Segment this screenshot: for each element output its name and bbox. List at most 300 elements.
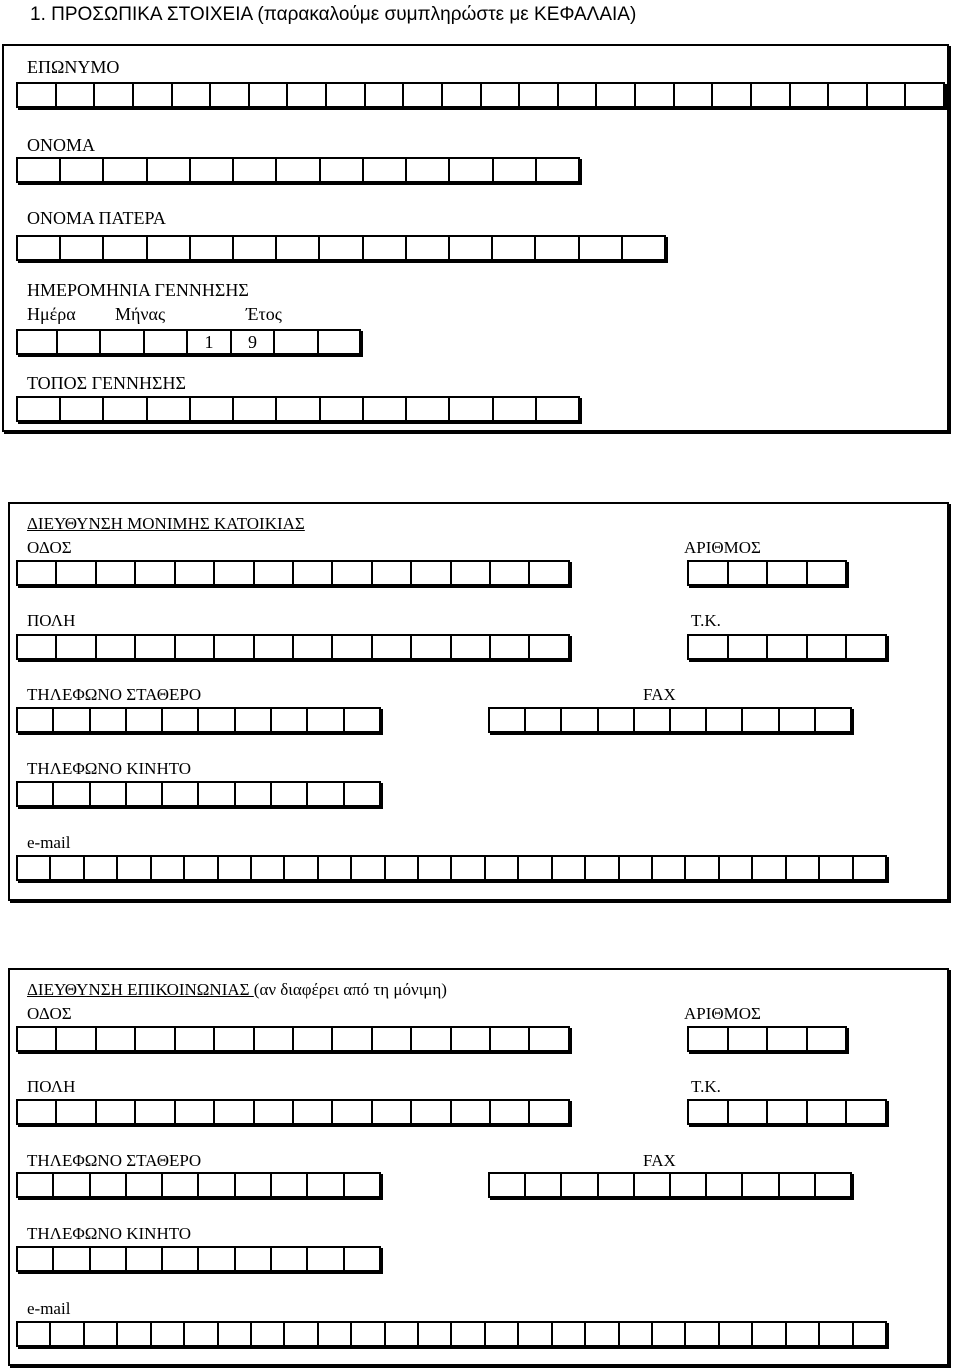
character-cell[interactable] — [729, 636, 769, 658]
character-cell[interactable] — [54, 1248, 90, 1270]
character-cell[interactable] — [51, 1323, 84, 1345]
character-cell[interactable] — [104, 398, 147, 420]
character-cell[interactable] — [319, 857, 352, 879]
character-cell[interactable] — [18, 84, 57, 106]
surname-label: ΕΠΩΝΥΜΟ — [27, 57, 120, 77]
character-cell[interactable] — [491, 1028, 530, 1050]
character-cell[interactable] — [234, 237, 277, 259]
character-cell[interactable] — [191, 398, 234, 420]
city-label: ΠΟΛΗ — [27, 1077, 76, 1096]
character-cell[interactable] — [707, 709, 743, 731]
year-digit-cell[interactable] — [275, 331, 319, 353]
character-cell[interactable] — [820, 857, 853, 879]
character-cell[interactable] — [494, 159, 537, 181]
character-cell[interactable] — [18, 1248, 54, 1270]
character-cell[interactable] — [364, 398, 407, 420]
day-digit-cell[interactable] — [58, 331, 101, 353]
character-cell[interactable] — [54, 1174, 90, 1196]
character-cell[interactable] — [91, 1248, 127, 1270]
character-cell[interactable] — [57, 636, 96, 658]
character-cell[interactable] — [623, 237, 664, 259]
landline-field[interactable] — [16, 707, 381, 733]
character-cell[interactable] — [586, 1323, 619, 1345]
character-cell[interactable] — [91, 1174, 127, 1196]
city-field[interactable] — [16, 634, 570, 660]
contact-address-heading — [27, 980, 447, 1000]
character-cell[interactable] — [419, 1323, 452, 1345]
character-cell[interactable] — [620, 857, 653, 879]
character-cell[interactable] — [57, 562, 96, 584]
character-cell[interactable] — [530, 1101, 567, 1123]
character-cell[interactable] — [743, 1174, 779, 1196]
character-cell[interactable] — [635, 709, 671, 731]
email-label: e-mail — [27, 1299, 71, 1318]
character-cell[interactable] — [407, 237, 450, 259]
street-field[interactable] — [16, 560, 570, 586]
number-field[interactable] — [687, 560, 847, 586]
character-cell[interactable] — [689, 562, 729, 584]
email-label: e-mail — [27, 833, 71, 852]
character-cell[interactable] — [18, 636, 57, 658]
character-cell[interactable] — [18, 857, 51, 879]
character-cell[interactable] — [327, 84, 366, 106]
character-cell[interactable] — [580, 237, 623, 259]
character-cell[interactable] — [491, 562, 530, 584]
postal-code-field[interactable] — [687, 634, 887, 660]
character-cell[interactable] — [519, 1323, 552, 1345]
character-cell[interactable] — [118, 857, 151, 879]
character-cell[interactable] — [85, 1323, 118, 1345]
character-cell[interactable] — [97, 1101, 136, 1123]
email-field[interactable] — [16, 855, 887, 881]
character-cell[interactable] — [234, 159, 277, 181]
character-cell[interactable] — [136, 1101, 175, 1123]
character-cell[interactable] — [219, 1323, 252, 1345]
contact-address-heading-main: ΔΙΕΥΘΥΝΣΗ ΕΠΙΚΟΙΝΩΝΙΑΣ — [27, 980, 254, 999]
character-cell[interactable] — [452, 1323, 485, 1345]
character-cell[interactable] — [272, 1174, 308, 1196]
character-cell[interactable] — [127, 1248, 163, 1270]
day-label: Ημέρα — [27, 304, 76, 324]
character-cell[interactable] — [97, 636, 136, 658]
character-cell[interactable] — [482, 84, 521, 106]
character-cell[interactable] — [185, 857, 218, 879]
character-cell[interactable] — [85, 857, 118, 879]
character-cell[interactable] — [18, 709, 54, 731]
street-field[interactable] — [16, 1026, 570, 1052]
character-cell[interactable] — [530, 1028, 567, 1050]
city-field[interactable] — [16, 1099, 570, 1125]
character-cell[interactable] — [277, 398, 320, 420]
character-cell[interactable] — [452, 857, 485, 879]
character-cell[interactable] — [272, 1248, 308, 1270]
character-cell[interactable] — [18, 1174, 54, 1196]
character-cell[interactable] — [57, 1101, 96, 1123]
character-cell[interactable] — [452, 562, 491, 584]
character-cell[interactable] — [104, 237, 147, 259]
character-cell[interactable] — [671, 1174, 707, 1196]
character-cell[interactable] — [808, 1028, 846, 1050]
character-cell[interactable] — [333, 1101, 372, 1123]
character-cell[interactable] — [787, 1323, 820, 1345]
character-cell[interactable] — [553, 857, 586, 879]
character-cell[interactable] — [345, 1174, 379, 1196]
character-cell[interactable] — [236, 783, 272, 805]
character-cell[interactable] — [91, 783, 127, 805]
character-cell[interactable] — [553, 1323, 586, 1345]
character-cell[interactable] — [18, 1101, 57, 1123]
character-cell[interactable] — [373, 1101, 412, 1123]
character-cell[interactable] — [294, 562, 333, 584]
character-cell[interactable] — [148, 398, 191, 420]
landline-label: ΤΗΛΕΦΩΝΟ ΣΤΑΘΕΡΟ — [27, 1151, 202, 1170]
character-cell[interactable] — [847, 1101, 885, 1123]
character-cell[interactable] — [412, 1101, 451, 1123]
character-cell[interactable] — [443, 84, 482, 106]
character-cell[interactable] — [191, 159, 234, 181]
character-cell[interactable] — [412, 1028, 451, 1050]
character-cell[interactable] — [526, 709, 562, 731]
character-cell[interactable] — [215, 1028, 254, 1050]
character-cell[interactable] — [689, 1101, 729, 1123]
character-cell[interactable] — [373, 562, 412, 584]
character-cell[interactable] — [18, 1028, 57, 1050]
character-cell[interactable] — [61, 398, 104, 420]
character-cell[interactable] — [452, 1028, 491, 1050]
character-cell[interactable] — [820, 1323, 853, 1345]
character-cell[interactable] — [386, 857, 419, 879]
mobile-field[interactable] — [16, 1246, 381, 1272]
character-cell[interactable] — [780, 1174, 816, 1196]
character-cell[interactable] — [199, 709, 235, 731]
character-cell[interactable] — [493, 237, 536, 259]
character-cell[interactable] — [768, 636, 808, 658]
character-cell[interactable] — [18, 1323, 51, 1345]
character-cell[interactable] — [345, 709, 379, 731]
character-cell[interactable] — [163, 1174, 199, 1196]
character-cell[interactable] — [729, 562, 769, 584]
character-cell[interactable] — [689, 1028, 729, 1050]
character-cell[interactable] — [272, 709, 308, 731]
month-label: Μήνας — [115, 304, 166, 324]
character-cell[interactable] — [234, 398, 277, 420]
character-cell[interactable] — [847, 636, 885, 658]
character-cell[interactable] — [252, 1323, 285, 1345]
character-cell[interactable] — [490, 1174, 526, 1196]
character-cell[interactable] — [450, 237, 493, 259]
character-cell[interactable] — [18, 398, 61, 420]
character-cell[interactable] — [653, 857, 686, 879]
character-cell[interactable] — [768, 562, 808, 584]
character-cell[interactable] — [419, 857, 452, 879]
mobile-label: ΤΗΛΕΦΩΝΟ ΚΙΝΗΤΟ — [27, 759, 192, 778]
character-cell[interactable] — [97, 562, 136, 584]
character-cell[interactable] — [333, 636, 372, 658]
character-cell[interactable] — [689, 636, 729, 658]
number-field[interactable] — [687, 1026, 847, 1052]
character-cell[interactable] — [136, 562, 175, 584]
character-cell[interactable] — [294, 1028, 333, 1050]
character-cell[interactable] — [491, 1101, 530, 1123]
character-cell[interactable] — [686, 857, 719, 879]
landline-label: ΤΗΛΕΦΩΝΟ ΣΤΑΘΕΡΟ — [27, 685, 202, 704]
character-cell[interactable] — [536, 237, 579, 259]
character-cell[interactable] — [321, 159, 364, 181]
character-cell[interactable] — [352, 1323, 385, 1345]
character-cell[interactable] — [255, 1101, 294, 1123]
character-cell[interactable] — [308, 1174, 344, 1196]
day-digit-cell[interactable] — [18, 331, 58, 353]
character-cell[interactable] — [285, 857, 318, 879]
character-cell[interactable] — [173, 84, 212, 106]
character-cell[interactable] — [653, 1323, 686, 1345]
father-name-field[interactable] — [16, 235, 666, 261]
character-cell[interactable] — [51, 857, 84, 879]
character-cell[interactable] — [18, 159, 61, 181]
character-cell[interactable] — [530, 562, 567, 584]
character-cell[interactable] — [288, 84, 327, 106]
character-cell[interactable] — [854, 1323, 885, 1345]
character-cell[interactable] — [176, 1028, 215, 1050]
character-cell[interactable] — [364, 159, 407, 181]
character-cell[interactable] — [452, 1101, 491, 1123]
character-cell[interactable] — [787, 857, 820, 879]
character-cell[interactable] — [753, 857, 786, 879]
character-cell[interactable] — [854, 857, 885, 879]
character-cell[interactable] — [134, 84, 173, 106]
character-cell[interactable] — [707, 1174, 743, 1196]
postal-code-label: Τ.Κ. — [691, 611, 721, 630]
character-cell[interactable] — [18, 783, 54, 805]
character-cell[interactable] — [537, 398, 578, 420]
character-cell[interactable] — [599, 1174, 635, 1196]
character-cell[interactable] — [294, 636, 333, 658]
character-cell[interactable] — [136, 636, 175, 658]
character-cell[interactable] — [176, 562, 215, 584]
character-cell[interactable] — [586, 857, 619, 879]
character-cell[interactable] — [163, 709, 199, 731]
month-digit-cell[interactable] — [101, 331, 145, 353]
character-cell[interactable] — [199, 1248, 235, 1270]
character-cell[interactable] — [118, 1323, 151, 1345]
character-cell[interactable] — [486, 857, 519, 879]
character-cell[interactable] — [61, 237, 104, 259]
street-label: ΟΔΟΣ — [27, 538, 72, 557]
character-cell[interactable] — [450, 159, 493, 181]
character-cell[interactable] — [373, 1028, 412, 1050]
character-cell[interactable] — [277, 159, 320, 181]
character-cell[interactable] — [829, 84, 868, 106]
character-cell[interactable] — [753, 1323, 786, 1345]
character-cell[interactable] — [308, 709, 344, 731]
character-cell[interactable] — [199, 1174, 235, 1196]
character-cell[interactable] — [808, 562, 846, 584]
postal-code-field[interactable] — [687, 1099, 887, 1125]
fax-field[interactable] — [488, 1172, 852, 1198]
fax-field[interactable] — [488, 707, 852, 733]
character-cell[interactable] — [97, 1028, 136, 1050]
character-cell[interactable] — [127, 1174, 163, 1196]
character-cell[interactable] — [333, 1028, 372, 1050]
character-cell[interactable] — [675, 84, 714, 106]
character-cell[interactable] — [562, 709, 598, 731]
character-cell[interactable] — [215, 636, 254, 658]
character-cell[interactable] — [559, 84, 598, 106]
character-cell[interactable] — [148, 237, 191, 259]
character-cell[interactable] — [215, 1101, 254, 1123]
character-cell[interactable] — [211, 84, 250, 106]
character-cell[interactable] — [236, 1174, 272, 1196]
permanent-address-heading: ΔΙΕΥΘΥΝΣΗ ΜΟΝΙΜΗΣ ΚΑΤΟΙΚΙΑΣ — [27, 514, 305, 533]
character-cell[interactable] — [407, 398, 450, 420]
character-cell[interactable] — [255, 1028, 294, 1050]
character-cell[interactable] — [768, 1028, 808, 1050]
character-cell[interactable] — [152, 1323, 185, 1345]
character-cell[interactable] — [537, 159, 578, 181]
surname-field[interactable] — [16, 82, 945, 108]
character-cell[interactable] — [345, 783, 379, 805]
character-cell[interactable] — [486, 1323, 519, 1345]
character-cell[interactable] — [407, 159, 450, 181]
fax-label: FAX — [643, 685, 676, 704]
character-cell[interactable] — [868, 84, 907, 106]
character-cell[interactable] — [91, 709, 127, 731]
character-cell[interactable] — [333, 562, 372, 584]
character-cell[interactable] — [250, 84, 289, 106]
character-cell[interactable] — [352, 857, 385, 879]
character-cell[interactable] — [236, 1248, 272, 1270]
character-cell[interactable] — [54, 709, 90, 731]
character-cell[interactable] — [95, 84, 134, 106]
character-cell[interactable] — [163, 783, 199, 805]
character-cell[interactable] — [816, 709, 850, 731]
character-cell[interactable] — [686, 1323, 719, 1345]
character-cell[interactable] — [491, 636, 530, 658]
character-cell[interactable] — [494, 398, 537, 420]
character-cell[interactable] — [104, 159, 147, 181]
character-cell[interactable] — [620, 1323, 653, 1345]
character-cell[interactable] — [599, 709, 635, 731]
character-cell[interactable] — [635, 1174, 671, 1196]
character-cell[interactable] — [219, 857, 252, 879]
character-cell[interactable] — [185, 1323, 218, 1345]
character-cell[interactable] — [729, 1028, 769, 1050]
character-cell[interactable] — [18, 562, 57, 584]
year-digit-cell[interactable] — [319, 331, 359, 353]
character-cell[interactable] — [768, 1101, 808, 1123]
character-cell[interactable] — [713, 84, 752, 106]
character-cell[interactable] — [452, 636, 491, 658]
character-cell[interactable] — [252, 857, 285, 879]
character-cell[interactable] — [386, 1323, 419, 1345]
character-cell[interactable] — [136, 1028, 175, 1050]
character-cell[interactable] — [285, 1323, 318, 1345]
character-cell[interactable] — [152, 857, 185, 879]
character-cell[interactable] — [54, 783, 90, 805]
character-cell[interactable] — [490, 709, 526, 731]
character-cell[interactable] — [906, 84, 943, 106]
character-cell[interactable] — [720, 857, 753, 879]
character-cell[interactable] — [294, 1101, 333, 1123]
character-cell[interactable] — [412, 636, 451, 658]
character-cell[interactable] — [255, 636, 294, 658]
character-cell[interactable] — [780, 709, 816, 731]
character-cell[interactable] — [57, 84, 96, 106]
character-cell[interactable] — [412, 562, 451, 584]
year-label: Έτος — [246, 304, 282, 324]
character-cell[interactable] — [562, 1174, 598, 1196]
character-cell[interactable] — [530, 636, 567, 658]
character-cell[interactable] — [373, 636, 412, 658]
postal-code-label: Τ.Κ. — [691, 1077, 721, 1096]
character-cell[interactable] — [199, 783, 235, 805]
birth-place-field[interactable] — [16, 396, 580, 422]
character-cell[interactable] — [743, 709, 779, 731]
landline-field[interactable] — [16, 1172, 381, 1198]
character-cell[interactable] — [321, 398, 364, 420]
character-cell[interactable] — [319, 1323, 352, 1345]
character-cell[interactable] — [215, 562, 254, 584]
character-cell[interactable] — [61, 159, 104, 181]
character-cell[interactable] — [808, 1101, 848, 1123]
character-cell[interactable] — [526, 1174, 562, 1196]
character-cell[interactable] — [720, 1323, 753, 1345]
character-cell[interactable] — [450, 398, 493, 420]
month-digit-cell[interactable] — [145, 331, 188, 353]
character-cell[interactable] — [520, 84, 559, 106]
character-cell[interactable] — [597, 84, 636, 106]
character-cell[interactable] — [308, 1248, 344, 1270]
name-label: ΟΝΟΜΑ — [27, 135, 96, 155]
character-cell[interactable] — [255, 562, 294, 584]
character-cell[interactable] — [671, 709, 707, 731]
contact-address-heading-note: (αν διαφέρει από τη μόνιμη) — [253, 980, 447, 999]
character-cell[interactable] — [127, 709, 163, 731]
character-cell[interactable] — [320, 237, 363, 259]
birth-date-label: ΗΜΕΡΟΜΗΝΙΑ ΓΕΝΝΗΣΗΣ — [27, 280, 249, 300]
character-cell[interactable] — [752, 84, 791, 106]
character-cell[interactable] — [163, 1248, 199, 1270]
character-cell[interactable] — [236, 709, 272, 731]
character-cell[interactable] — [18, 237, 61, 259]
character-cell[interactable] — [176, 1101, 215, 1123]
character-cell[interactable] — [57, 1028, 96, 1050]
character-cell[interactable] — [308, 783, 344, 805]
character-cell[interactable] — [636, 84, 675, 106]
character-cell[interactable] — [176, 636, 215, 658]
character-cell[interactable] — [345, 1248, 379, 1270]
character-cell[interactable] — [791, 84, 830, 106]
character-cell[interactable] — [127, 783, 163, 805]
character-cell[interactable] — [729, 1101, 769, 1123]
character-cell[interactable] — [808, 636, 848, 658]
name-field[interactable] — [16, 157, 580, 183]
character-cell[interactable] — [364, 237, 407, 259]
character-cell[interactable] — [816, 1174, 850, 1196]
mobile-field[interactable] — [16, 781, 381, 807]
character-cell[interactable] — [519, 857, 552, 879]
birth-date-field[interactable] — [16, 329, 361, 355]
character-cell[interactable] — [272, 783, 308, 805]
character-cell[interactable] — [366, 84, 405, 106]
street-label: ΟΔΟΣ — [27, 1004, 72, 1023]
character-cell[interactable] — [191, 237, 234, 259]
email-field[interactable] — [16, 1321, 887, 1347]
character-cell[interactable] — [148, 159, 191, 181]
character-cell[interactable] — [277, 237, 320, 259]
character-cell[interactable] — [404, 84, 443, 106]
year-digit-cell: 9 — [232, 331, 275, 353]
